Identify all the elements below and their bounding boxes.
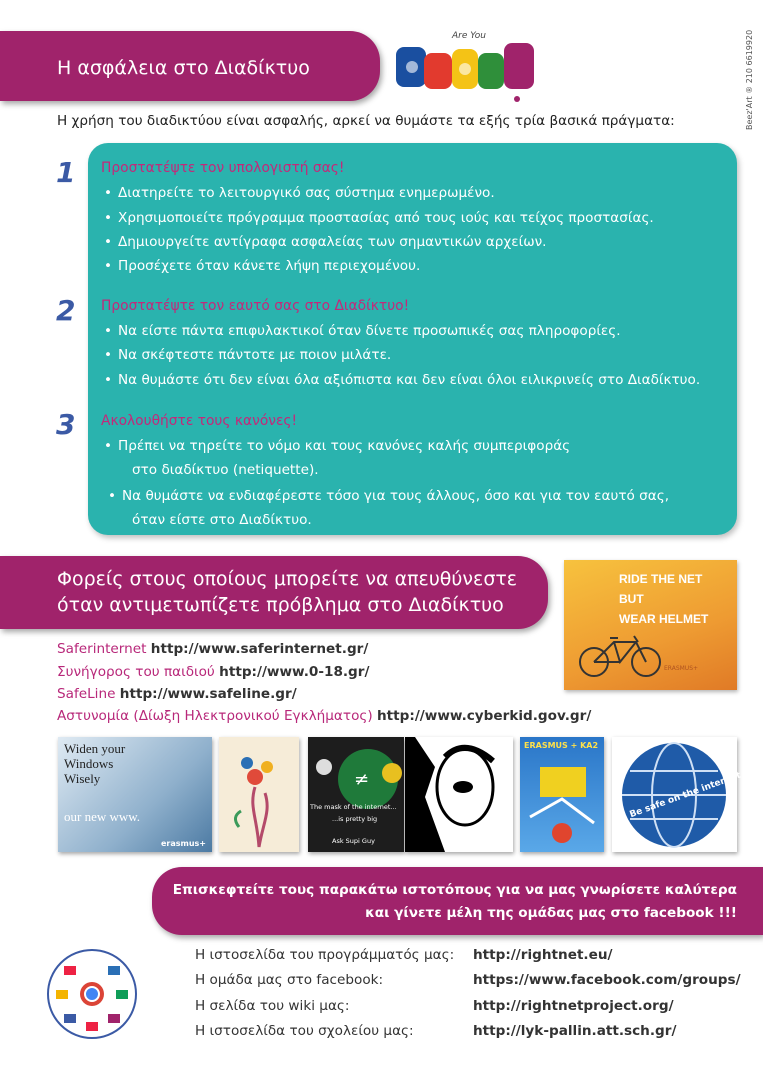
list-item: • Να θυμάστε να ενδιαφέρεστε τόσο για τους άλλους, όσο και για τον εαυτό σας, <box>122 488 669 504</box>
banner-line: Φορείς στους οποίους μπορείτε να απευθύνεστε <box>57 568 518 590</box>
list-item: • Προσέχετε όταν κάνετε λήψη περιεχομένου. <box>118 258 420 274</box>
list-item: • Να είστε πάντα επιφυλακτικοί όταν δίνετε προσωπικές σας πληροφορίες. <box>118 323 621 339</box>
link-url[interactable]: http://rightnetproject.org/ <box>473 998 674 1014</box>
section-title: Ακολουθήστε τους κανόνες! <box>101 413 298 429</box>
poster-widen-your-windows: Widen your Windows Wisely our new www. erasmus+ <box>58 737 212 852</box>
intro-text: Η χρήση του διαδικτύου είναι ασφαλής, αρκεί να θυμάστε τα εξής τρία βασικά πράγματα: <box>57 113 675 129</box>
svg-text:≠: ≠ <box>354 769 370 790</box>
list-item: • Να θυμάστε ότι δεν είναι όλα αξιόπιστα και δεν είναι όλοι ειλικρινείς στο Διαδίκτυο. <box>118 372 700 388</box>
link-label: Η ιστοσελίδα του σχολείου μας: <box>195 1023 414 1039</box>
section-title: Προστατέψτε τον εαυτό σας στο Διαδίκτυο! <box>101 298 410 314</box>
list-item: • Πρέπει να τηρείτε το νόμο και τους κανόνες καλής συμπεριφοράς <box>118 438 570 454</box>
section-number-2: 2 <box>56 294 76 327</box>
side-credit: Beez'Art ® 210 6619920 <box>745 29 754 130</box>
banner-line: όταν αντιμετωπίζετε πρόβλημα στο Διαδίκτυο <box>57 594 504 616</box>
list-item-continuation: στο διαδίκτυο (netiquette). <box>132 462 319 478</box>
svg-text:Are You: Are You <box>452 31 486 41</box>
list-item: • Χρησιμοποιείτε πρόγραμμα προστασίας από τους ιούς και τείχος προστασίας. <box>118 210 654 226</box>
organization-link[interactable]: Saferinternet http://www.saferinternet.gr/ <box>57 641 369 657</box>
banner-line: Επισκεφτείτε τους παρακάτω ιστοτόπους για να μας γνωρίσετε καλύτερα <box>172 882 737 898</box>
section-title: Προστατέψτε τον υπολογιστή σας! <box>101 160 345 176</box>
link-url[interactable]: http://lyk-pallin.att.sch.gr/ <box>473 1023 677 1039</box>
organizations-banner <box>0 556 548 629</box>
list-item: • Διατηρείτε το λειτουργικό σας σύστημα ενημερωμένο. <box>118 185 495 201</box>
organization-link[interactable]: SafeLine http://www.safeline.gr/ <box>57 686 297 702</box>
poster-face-sketch <box>405 737 513 852</box>
organization-link[interactable]: Συνήγορος του παιδιού http://www.0-18.gr/ <box>57 664 370 680</box>
list-item: • Να σκέφτεστε πάντοτε με ποιον μιλάτε. <box>118 347 391 363</box>
list-item: • Δημιουργείτε αντίγραφα ασφαλείας των σημαντικών αρχείων. <box>118 234 547 250</box>
banner-line: και γίνετε μέλη της ομάδας μας στο facebook !!! <box>365 905 737 921</box>
visit-banner <box>152 867 763 935</box>
link-label: Η ιστοσελίδα του προγράμματός μας: <box>195 947 455 963</box>
link-label: Η ομάδα μας στο facebook: <box>195 972 384 988</box>
list-item-continuation: όταν είστε στο Διαδίκτυο. <box>132 512 312 528</box>
poster-erasmus-ka2: ERASMUS + KA2 <box>520 737 604 852</box>
page-title: Η ασφάλεια στο Διαδίκτυο <box>57 57 310 79</box>
ride-the-net-poster: RIDE THE NET BUT WEAR HELMET ERASMUS+ <box>564 560 737 690</box>
are-you-sure-logo <box>392 25 542 105</box>
rightnet-emblem <box>42 926 142 1046</box>
title-banner <box>0 31 380 101</box>
organization-link[interactable]: Αστυνομία (Δίωξη Ηλεκτρονικού Εγκλήματος) http://www.cyberkid.gov.gr/ <box>57 708 592 724</box>
link-url[interactable]: http://rightnet.eu/ <box>473 947 613 963</box>
bicycle-icon <box>576 630 666 680</box>
poster-mask-of-internet: ≠ The mask of the internet... ...is pretty big Ask Supi Guy <box>308 737 404 852</box>
poster-flowers <box>219 737 299 852</box>
section-number-1: 1 <box>56 156 76 189</box>
link-url[interactable]: https://www.facebook.com/groups/ <box>473 972 741 988</box>
link-label: Η σελίδα του wiki μας: <box>195 998 350 1014</box>
section-number-3: 3 <box>56 408 76 441</box>
poster-be-safe-globe: Be safe on the internet too <box>612 737 737 852</box>
